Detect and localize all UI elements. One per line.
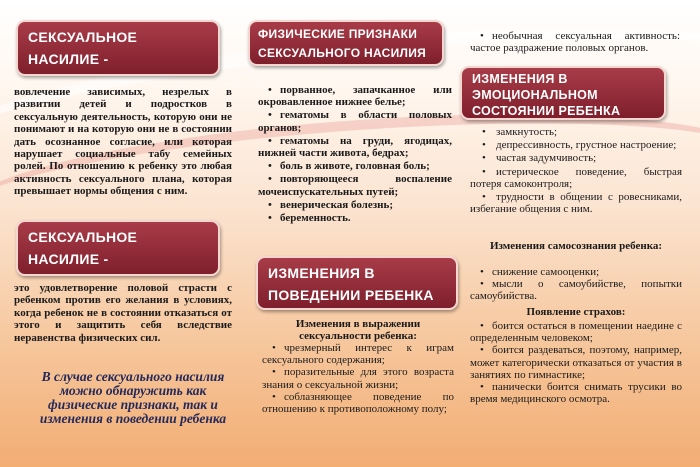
- list-item: • истерическое поведение, быстрая потеря самоконтроля;: [470, 166, 682, 190]
- list-item: • гематомы на груди, ягодицах, нижней части живота, бедрах;: [258, 135, 452, 159]
- list-item: • поразительные для этого возраста знания о сексуальной жизни;: [262, 366, 454, 390]
- fears-list: [470, 320, 682, 405]
- header-sexual-violence-1: [16, 20, 220, 76]
- list-item: • соблазняющее поведение по отношению к противоположному полу;: [262, 391, 454, 415]
- subtitle-fears: Появление страхов:: [526, 306, 626, 318]
- header-physical-signs: [248, 20, 444, 66]
- list-item: • трудности в общении с ровесниками, избегание общения с ним.: [470, 191, 682, 215]
- subtitle-self-awareness: Изменения самосознания ребенка:: [489, 240, 663, 252]
- subtitle-sexuality: Изменения в выражении сексуальности ребенка:: [295, 318, 421, 342]
- list-item: • мысли о самоубийстве, попытки самоубийства.: [470, 278, 682, 302]
- list-item: • снижение самооценки;: [470, 266, 682, 278]
- list-item: • боится остаться в помещении наедине с определенным человеком;: [470, 320, 682, 344]
- header-text: СЕКСУАЛЬНОЕ НАСИЛИЕ -: [28, 229, 138, 267]
- header-text: ИЗМЕНЕНИЯ В ЭМОЦИОНАЛЬНОМ СОСТОЯНИИ РЕБЕНКА: [472, 72, 621, 118]
- header-behavior-changes: [256, 256, 458, 310]
- list-item: • боится раздеваться, поэтому, например, может категорически отказаться от участия в занятиях по гимнастике;: [470, 344, 682, 381]
- list-item: • повторяющееся воспаление мочеиспускательных путей;: [258, 173, 452, 197]
- sexuality-list: [262, 342, 454, 415]
- self-awareness-list: [470, 266, 682, 303]
- header-sexual-violence-2: [16, 220, 220, 276]
- top-list-item: • необычная сексуальная активность: частое раздражение половых органов.: [470, 30, 680, 54]
- header-emotional-changes: [460, 66, 666, 120]
- emotional-list: [470, 126, 682, 216]
- physical-signs-list: [258, 84, 452, 225]
- footer-callout: В случае сексуального насилия можно обнаружить как физические признаки, так и изменения в поведении ребенка: [39, 369, 227, 426]
- list-item: • замкнутость;: [470, 126, 682, 138]
- definition-text-2: это удовлетворение половой страсти с ребенком против его желания в условиях, когда ребенок не в состоянии отказаться от этого и защитить себя вследствие неравенства физических сил.: [14, 282, 232, 344]
- header-text: ИЗМЕНЕНИЯ В ПОВЕДЕНИИ РЕБЕНКА: [268, 265, 434, 303]
- list-item: • порванное, запачканное или окровавленное нижнее белье;: [258, 84, 452, 108]
- list-item: • боль в животе, головная боль;: [258, 160, 452, 172]
- header-text: СЕКСУАЛЬНОЕ НАСИЛИЕ -: [28, 29, 138, 67]
- list-item: • венерическая болезнь;: [258, 199, 452, 211]
- list-item: • беременность.: [258, 212, 452, 224]
- list-item: • депрессивность, грустное настроение;: [470, 139, 682, 151]
- list-item: • частая задумчивость;: [470, 152, 682, 164]
- list-item: • гематомы в области половых органов;: [258, 109, 452, 133]
- definition-text-1: вовлечение зависимых, незрелых в развитии детей и подростков в сексуальную деятельность, которую они не понимают и на которую они не в состоянии дать осознанное согласие, или которая нарушает социальные табу семейных ролей. По отношению к ребенку это любая активность сексуального плана, которая превышает нормы общения с ним.: [14, 86, 232, 198]
- list-item: • панически боится снимать трусики во время медицинского осмотра.: [470, 381, 682, 405]
- header-text: ФИЗИЧЕСКИЕ ПРИЗНАКИ СЕКСУАЛЬНОГО НАСИЛИЯ: [258, 27, 427, 60]
- list-item: • чрезмерный интерес к играм сексуального содержания;: [262, 342, 454, 366]
